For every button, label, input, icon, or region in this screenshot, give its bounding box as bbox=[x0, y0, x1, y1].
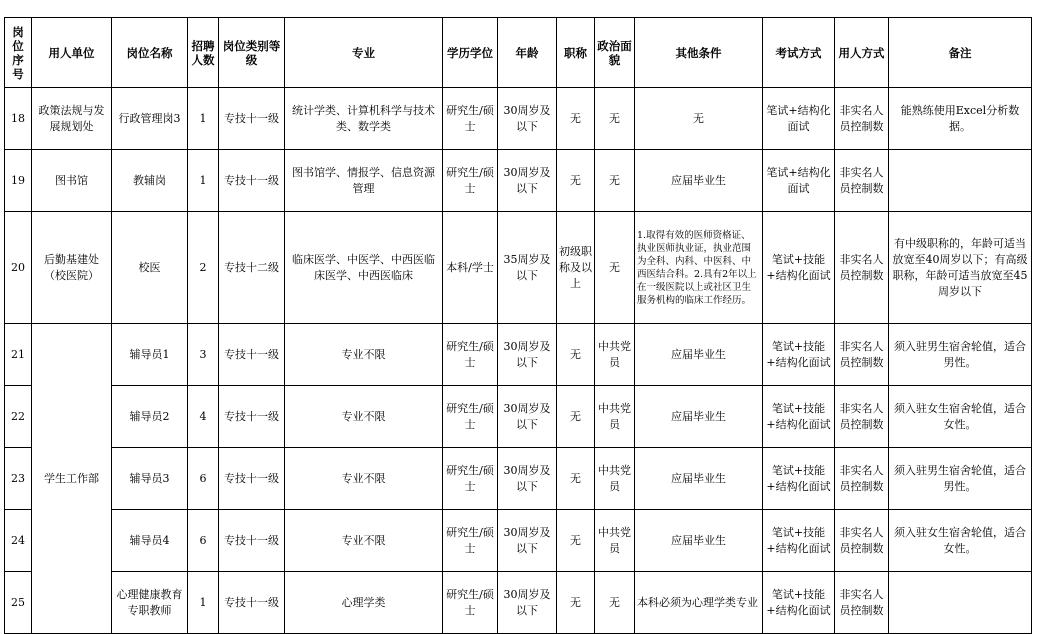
cell-note: 能熟练使用Excel分析数据。 bbox=[889, 88, 1032, 150]
header-row bbox=[5, 18, 1032, 88]
cell-other: 本科必须为心理学类专业 bbox=[635, 572, 763, 634]
cell-political: 无 bbox=[595, 572, 635, 634]
cell-level: 专技十一级 bbox=[219, 150, 285, 212]
cell-other: 无 bbox=[635, 88, 763, 150]
cell-exam: 笔试+技能+结构化面试 bbox=[763, 572, 835, 634]
cell-political: 中共党员 bbox=[595, 386, 635, 448]
table-row bbox=[5, 212, 1032, 324]
cell-age: 30周岁及以下 bbox=[498, 88, 557, 150]
cell-political: 中共党员 bbox=[595, 324, 635, 386]
cell-title: 无 bbox=[557, 448, 595, 510]
cell-note bbox=[889, 150, 1032, 212]
cell-degree: 研究生/硕士 bbox=[443, 448, 498, 510]
cell-level: 专技十一级 bbox=[219, 324, 285, 386]
cell-political: 中共党员 bbox=[595, 510, 635, 572]
cell-hire: 非实名人员控制数 bbox=[835, 212, 889, 324]
cell-no: 21 bbox=[5, 324, 32, 386]
cell-note: 须入驻男生宿舍轮值，适合男性。 bbox=[889, 324, 1032, 386]
cell-political: 无 bbox=[595, 150, 635, 212]
header-exam: 考试方式 bbox=[763, 18, 835, 88]
cell-note: 有中级职称的，年龄可适当放宽至40周岁以下；有高级职称，年龄可适当放宽至45周岁以下 bbox=[889, 212, 1032, 324]
header-level: 岗位类别等级 bbox=[219, 18, 285, 88]
header-major: 专业 bbox=[285, 18, 443, 88]
cell-age: 30周岁及以下 bbox=[498, 386, 557, 448]
table-row bbox=[5, 150, 1032, 212]
cell-exam: 笔试+技能+结构化面试 bbox=[763, 212, 835, 324]
cell-level: 专技十二级 bbox=[219, 212, 285, 324]
cell-other: 应届毕业生 bbox=[635, 324, 763, 386]
header-political: 政治面貌 bbox=[595, 18, 635, 88]
header-other: 其他条件 bbox=[635, 18, 763, 88]
cell-age: 30周岁及以下 bbox=[498, 510, 557, 572]
cell-no: 25 bbox=[5, 572, 32, 634]
header-count: 招聘人数 bbox=[188, 18, 219, 88]
table-row bbox=[5, 324, 1032, 386]
cell-level: 专技十一级 bbox=[219, 88, 285, 150]
cell-post: 辅导员4 bbox=[112, 510, 188, 572]
cell-post: 辅导员3 bbox=[112, 448, 188, 510]
cell-count: 3 bbox=[188, 324, 219, 386]
cell-age: 30周岁及以下 bbox=[498, 448, 557, 510]
cell-age: 35周岁及以下 bbox=[498, 212, 557, 324]
cell-other: 应届毕业生 bbox=[635, 448, 763, 510]
cell-degree: 研究生/硕士 bbox=[443, 150, 498, 212]
cell-post: 心理健康教育专职教师 bbox=[112, 572, 188, 634]
cell-degree: 研究生/硕士 bbox=[443, 510, 498, 572]
cell-title: 无 bbox=[557, 88, 595, 150]
cell-unit: 后勤基建处（校医院） bbox=[32, 212, 112, 324]
cell-major: 图书馆学、情报学、信息资源管理 bbox=[285, 150, 443, 212]
cell-degree: 研究生/硕士 bbox=[443, 324, 498, 386]
cell-hire: 非实名人员控制数 bbox=[835, 572, 889, 634]
table-row bbox=[5, 448, 1032, 510]
cell-exam: 笔试+技能+结构化面试 bbox=[763, 324, 835, 386]
cell-age: 30周岁及以下 bbox=[498, 572, 557, 634]
cell-political: 无 bbox=[595, 212, 635, 324]
cell-no: 18 bbox=[5, 88, 32, 150]
cell-count: 1 bbox=[188, 150, 219, 212]
cell-post: 行政管理岗3 bbox=[112, 88, 188, 150]
cell-political: 无 bbox=[595, 88, 635, 150]
cell-no: 23 bbox=[5, 448, 32, 510]
cell-post: 辅导员2 bbox=[112, 386, 188, 448]
cell-major: 专业不限 bbox=[285, 386, 443, 448]
cell-exam: 笔试+技能+结构化面试 bbox=[763, 448, 835, 510]
table-row bbox=[5, 386, 1032, 448]
header-title: 职称 bbox=[557, 18, 595, 88]
cell-hire: 非实名人员控制数 bbox=[835, 150, 889, 212]
table-row bbox=[5, 510, 1032, 572]
cell-unit: 学生工作部 bbox=[32, 324, 112, 634]
table-row bbox=[5, 88, 1032, 150]
header-position-no: 岗位序号 bbox=[5, 18, 32, 88]
cell-hire: 非实名人员控制数 bbox=[835, 448, 889, 510]
cell-title: 初级职称及以上 bbox=[557, 212, 595, 324]
cell-degree: 本科/学士 bbox=[443, 212, 498, 324]
cell-other: 1.取得有效的医师资格证、执业医师执业证，执业范围为全科、内科、中医科、中西医结合科。2.具有2年以上在一级医院以上或社区卫生服务机构的临床工作经历。 bbox=[635, 212, 763, 324]
cell-major: 统计学类、计算机科学与技术类、数学类 bbox=[285, 88, 443, 150]
cell-count: 2 bbox=[188, 212, 219, 324]
cell-other: 应届毕业生 bbox=[635, 386, 763, 448]
cell-hire: 非实名人员控制数 bbox=[835, 88, 889, 150]
cell-no: 22 bbox=[5, 386, 32, 448]
cell-level: 专技十一级 bbox=[219, 448, 285, 510]
cell-hire: 非实名人员控制数 bbox=[835, 386, 889, 448]
cell-other: 应届毕业生 bbox=[635, 510, 763, 572]
cell-note: 须入驻女生宿舍轮值，适合女性。 bbox=[889, 510, 1032, 572]
cell-title: 无 bbox=[557, 324, 595, 386]
cell-level: 专技十一级 bbox=[219, 386, 285, 448]
cell-post: 辅导员1 bbox=[112, 324, 188, 386]
cell-title: 无 bbox=[557, 386, 595, 448]
cell-exam: 笔试+技能+结构化面试 bbox=[763, 386, 835, 448]
cell-major: 专业不限 bbox=[285, 448, 443, 510]
header-age: 年龄 bbox=[498, 18, 557, 88]
cell-title: 无 bbox=[557, 510, 595, 572]
cell-major: 心理学类 bbox=[285, 572, 443, 634]
cell-major: 临床医学、中医学、中西医临床医学、中西医临床 bbox=[285, 212, 443, 324]
cell-major: 专业不限 bbox=[285, 324, 443, 386]
header-post-name: 岗位名称 bbox=[112, 18, 188, 88]
cell-no: 19 bbox=[5, 150, 32, 212]
cell-age: 30周岁及以下 bbox=[498, 150, 557, 212]
cell-level: 专技十一级 bbox=[219, 572, 285, 634]
header-degree: 学历学位 bbox=[443, 18, 498, 88]
cell-exam: 笔试+技能+结构化面试 bbox=[763, 510, 835, 572]
cell-note: 须入驻男生宿舍轮值，适合男性。 bbox=[889, 448, 1032, 510]
cell-exam: 笔试+结构化面试 bbox=[763, 150, 835, 212]
cell-level: 专技十一级 bbox=[219, 510, 285, 572]
cell-hire: 非实名人员控制数 bbox=[835, 324, 889, 386]
cell-count: 4 bbox=[188, 386, 219, 448]
cell-count: 1 bbox=[188, 88, 219, 150]
cell-exam: 笔试+结构化面试 bbox=[763, 88, 835, 150]
cell-title: 无 bbox=[557, 150, 595, 212]
cell-age: 30周岁及以下 bbox=[498, 324, 557, 386]
cell-no: 20 bbox=[5, 212, 32, 324]
recruitment-table bbox=[4, 17, 1032, 634]
cell-post: 教辅岗 bbox=[112, 150, 188, 212]
cell-count: 1 bbox=[188, 572, 219, 634]
cell-unit: 政策法规与发展规划处 bbox=[32, 88, 112, 150]
header-hire: 用人方式 bbox=[835, 18, 889, 88]
cell-major: 专业不限 bbox=[285, 510, 443, 572]
cell-degree: 研究生/硕士 bbox=[443, 88, 498, 150]
cell-note: 须入驻女生宿舍轮值，适合女性。 bbox=[889, 386, 1032, 448]
cell-count: 6 bbox=[188, 510, 219, 572]
header-unit: 用人单位 bbox=[32, 18, 112, 88]
cell-no: 24 bbox=[5, 510, 32, 572]
cell-degree: 研究生/硕士 bbox=[443, 386, 498, 448]
cell-count: 6 bbox=[188, 448, 219, 510]
header-note: 备注 bbox=[889, 18, 1032, 88]
cell-hire: 非实名人员控制数 bbox=[835, 510, 889, 572]
cell-political: 中共党员 bbox=[595, 448, 635, 510]
cell-other: 应届毕业生 bbox=[635, 150, 763, 212]
cell-unit: 图书馆 bbox=[32, 150, 112, 212]
cell-post: 校医 bbox=[112, 212, 188, 324]
cell-degree: 研究生/硕士 bbox=[443, 572, 498, 634]
cell-note bbox=[889, 572, 1032, 634]
cell-title: 无 bbox=[557, 572, 595, 634]
table-row bbox=[5, 572, 1032, 634]
